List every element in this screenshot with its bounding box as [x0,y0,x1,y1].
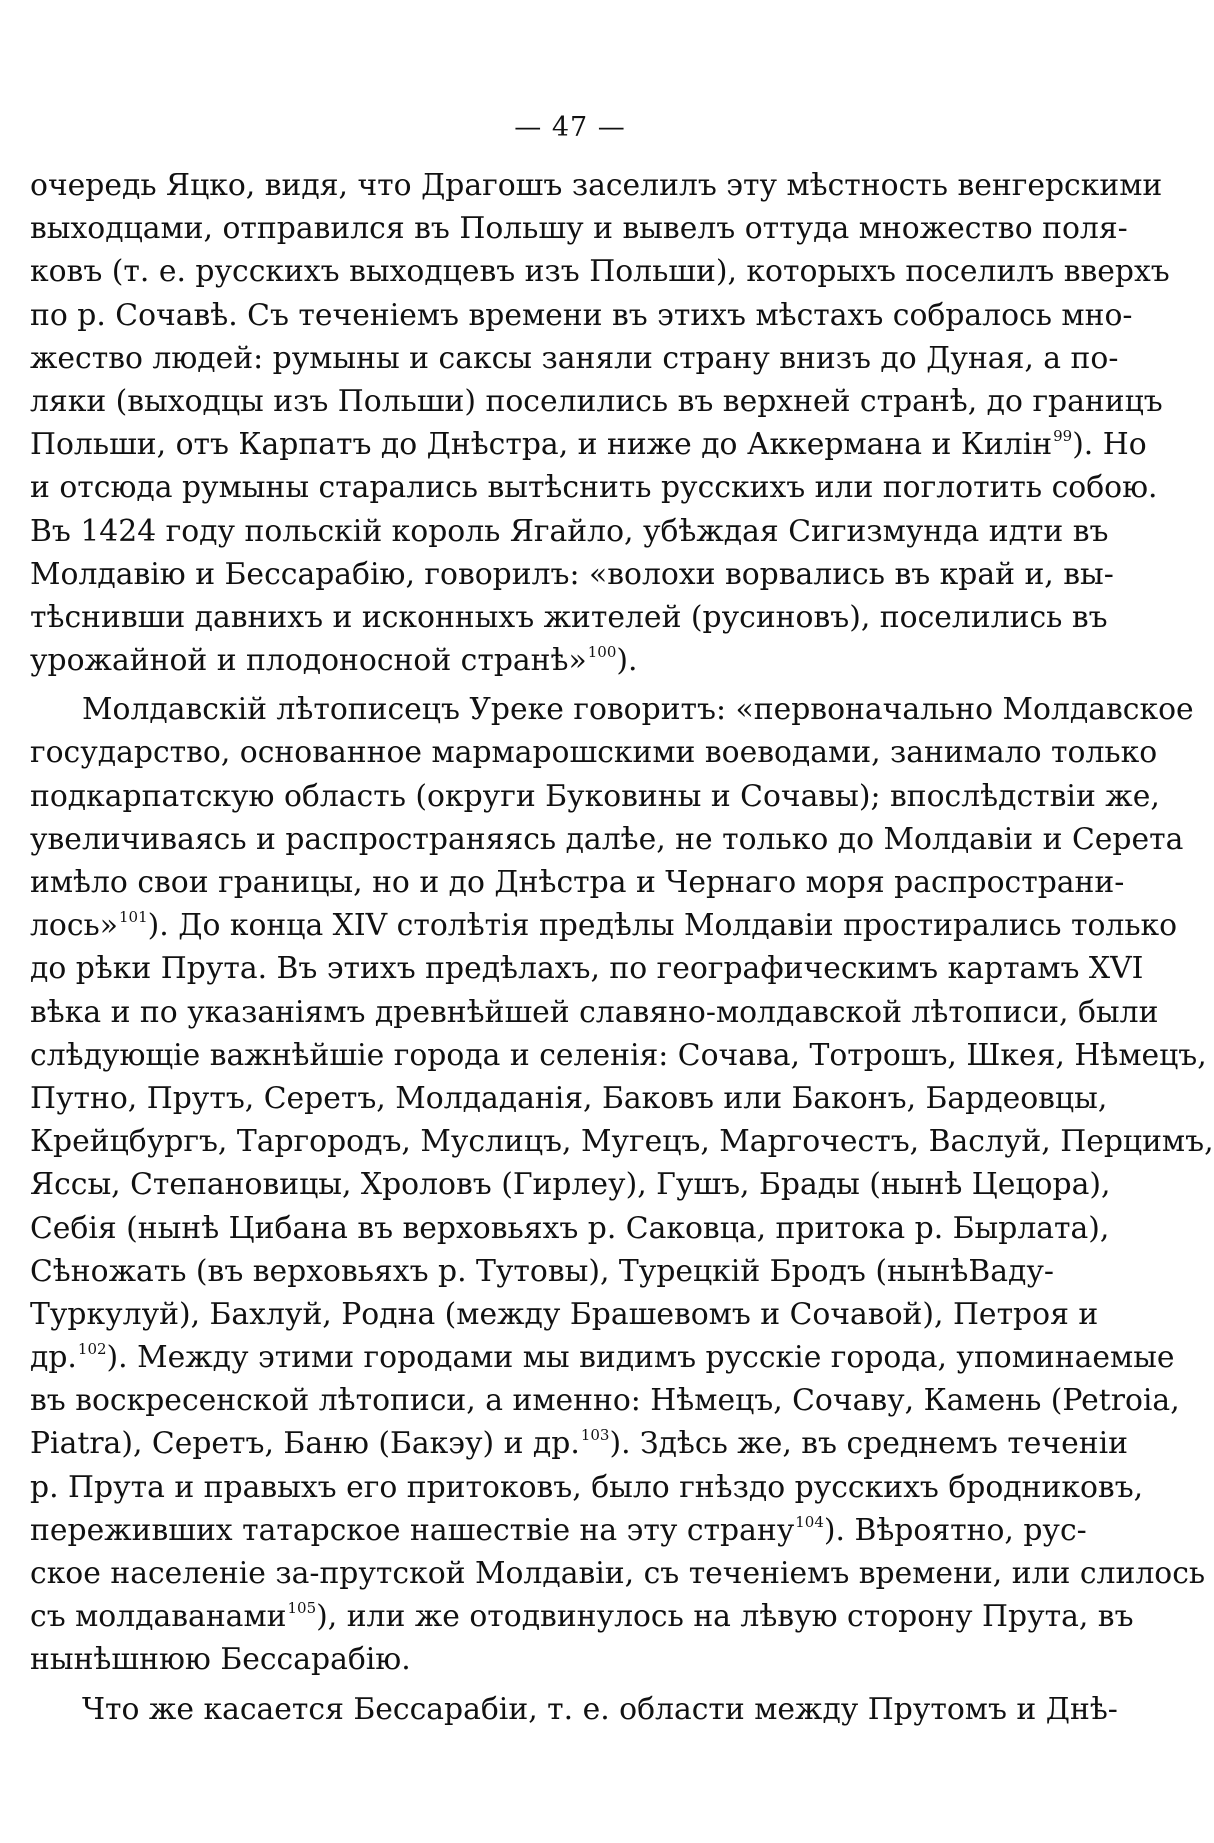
footnote-ref: 103 [580,1426,610,1445]
footnote-ref: 100 [587,643,617,662]
text-line [30,731,1158,774]
line-text: Польши, отъ Карпатъ до Днѣстра, и ниже до Аккермана и Килін [30,427,1053,463]
line-text: р. Прута и правыхъ его притоковъ, было гнѣздо русскихъ бродниковъ, [30,1469,1144,1505]
line-text: лось» [30,908,119,944]
text-line [30,337,1119,380]
text-line [30,1293,1099,1336]
line-text: др. [30,1340,77,1376]
text-line [30,991,1159,1034]
line-text-continued: ). [616,643,638,679]
text-line [30,250,1170,293]
line-text: и отсюда румыны старались вытѣснить русскихъ или поглотить собою. [30,470,1158,506]
line-text-continued: ). Вѣроятно, рус- [823,1512,1087,1548]
text-block [30,164,1214,1731]
line-text: Piatra), Серетъ, Баню (Бакэу) и др. [30,1426,580,1462]
line-text: ляки (выходцы изъ Польши) поселились въ верхней странѣ, до границъ [30,383,1163,419]
line-text: Сѣножать (въ верховьяхъ р. Тутовы), Турецкій Бродъ (нынѣВаду- [30,1253,1054,1289]
line-text: нынѣшнюю Бессарабію. [30,1642,411,1678]
line-text: Себія (нынѣ Цибана въ верховьяхъ р. Саковца, притока р. Бырлата), [30,1210,1110,1246]
page-number: — 47 — [514,112,626,143]
text-line [30,1207,1110,1250]
line-text-continued: ). Здѣсь же, въ среднемъ теченіи [609,1426,1129,1462]
line-text: государство, основанное мармарошскими воеводами, занимало только [30,735,1158,771]
line-text: имѣло свои границы, но и до Днѣстра и Чернаго моря распространи- [30,865,1125,900]
line-text: Что же касается Бессарабіи, т. е. области между Прутомъ и Днѣ- [82,1691,1118,1727]
text-line [30,294,1133,337]
text-line [30,639,1030,682]
line-text: по р. Сочавѣ. Съ теченіемъ времени въ этихъ мѣстахъ собралось мно- [30,297,1133,333]
footnote-ref: 102 [77,1340,107,1359]
line-text: подкарпатскую область (округи Буковины и Сочавы); впослѣдствіи же, [30,778,1160,814]
footnote-ref: 101 [119,908,148,927]
text-line [30,1379,1180,1422]
text-line [30,510,1109,553]
line-text: Крейцбургъ, Таргородъ, Муслицъ, Мугецъ, Маргочестъ, Васлуй, Перцимъ, [30,1124,1214,1160]
text-line [30,1163,1111,1206]
text-line [30,1120,1214,1163]
text-line [30,861,1125,904]
text-line [30,688,1194,731]
text-line [30,380,1163,423]
text-line [30,1638,1030,1681]
line-text-continued: ). До конца XIV столѣтія предѣлы Молдавіи простирались только [147,908,1178,944]
line-text: ское населеніе за-прутской Молдавіи, съ теченіемъ времени, или слилось [30,1556,1206,1591]
line-text: очередь Яцко, видя, что Драгошъ заселилъ эту мѣстность венгерскими [30,168,1163,203]
line-text: Путно, Прутъ, Серетъ, Молдаданія, Баковъ или Баконъ, Бардеовцы, [30,1080,1108,1116]
line-text: ковъ (т. е. русскихъ выходцевъ изъ Польши), которыхъ поселилъ вверхъ [30,254,1170,290]
line-text: съ молдаванами [30,1599,287,1635]
text-line [30,818,1184,861]
line-text: вѣка и по указаніямъ древнѣйшей славяно-молдавской лѣтописи, были [30,994,1159,1030]
line-text: слѣдующіе важнѣйшіе города и селенія: Сочава, Тотрошъ, Шкея, Нѣмецъ, [30,1037,1207,1073]
line-text: Молдавскій лѣтописецъ Уреке говоритъ: «первоначально Молдавское [82,692,1194,728]
footnote-ref: 104 [795,1512,824,1531]
line-text: въ воскресенской лѣтописи, а именно: Нѣмецъ, Сочаву, Камень (Petroia, [30,1383,1180,1419]
text-line [30,207,1128,250]
text-line [30,596,1108,639]
text-line [30,1466,1144,1509]
text-line [30,1336,1175,1379]
text-line [30,164,1163,207]
text-line [30,1077,1108,1120]
line-text: жество людей: румыны и саксы заняли страну внизъ до Дуная, а по- [30,340,1119,376]
text-line [30,553,1114,596]
line-text: до рѣки Прута. Въ этихъ предѣлахъ, по географическимъ картамъ XVI [30,951,1144,987]
text-line [30,1422,1129,1465]
line-text: выходцами, отправился въ Польшу и вывелъ оттуда множество поля- [30,211,1128,247]
text-line [30,1595,1134,1638]
line-text: переживших татарское нашествіе на эту страну [30,1512,795,1548]
text-line [30,1034,1207,1077]
line-text: Молдавію и Бессарабію, говорилъ: «волохи ворвались въ край и, вы- [30,556,1114,592]
text-line [30,947,1144,990]
text-line [30,1509,1087,1552]
line-text: урожайной и плодоносной странѣ» [30,643,587,679]
line-text-continued: ). Но [1072,427,1147,463]
line-text: тѣснивши давнихъ и исконныхъ жителей (русиновъ), поселились въ [30,599,1108,635]
text-line [30,1688,1118,1731]
text-line [30,904,1178,947]
text-line [30,466,1158,509]
line-text: Въ 1424 году польскій король Ягайло, убѣждая Сигизмунда идти въ [30,513,1109,549]
line-text: Яссы, Степановицы, Хроловъ (Гирлеу), Гушъ, Брады (нынѣ Цецора), [30,1167,1111,1203]
line-text-continued: ). Между этими городами мы видимъ русскіе города, упоминаемые [106,1340,1175,1376]
line-text: увеличиваясь и распространяясь далѣе, не только до Молдавіи и Серета [30,821,1184,857]
line-text: Туркулуй), Бахлуй, Родна (между Брашевомъ и Сочавой), Петроя и [30,1296,1099,1332]
text-line [30,423,1147,466]
footnote-ref: 105 [287,1599,317,1618]
text-line [30,1250,1054,1293]
footnote-ref: 99 [1053,427,1073,446]
line-text-continued: ), или же отодвинулось на лѣвую сторону Прута, въ [316,1599,1134,1635]
text-line [30,775,1160,818]
text-line [30,1552,1206,1595]
